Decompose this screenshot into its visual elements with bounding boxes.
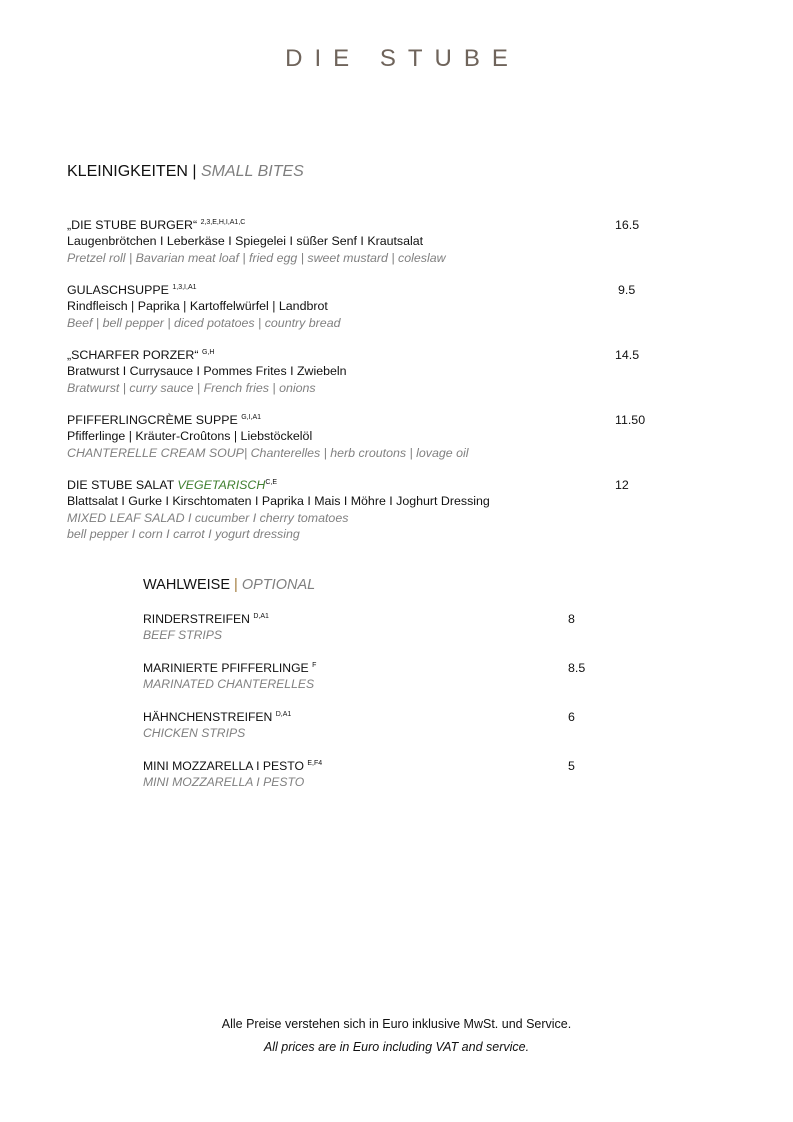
allergen-codes: C,E [265, 479, 277, 486]
optional-name: RINDERSTREIFEN [143, 612, 250, 626]
item-desc-en: CHANTERELLE CREAM SOUP| Chanterelles | herb croutons | lovage oil [67, 445, 469, 460]
item-name: „DIE STUBE BURGER“ [67, 218, 198, 232]
section-title-en: SMALL BITES [200, 163, 304, 180]
menu-item [67, 347, 707, 396]
item-desc-en: Pretzel roll | Bavarian meat loaf | fried egg | sweet mustard | coleslaw [67, 250, 446, 265]
item-name-line [67, 347, 707, 363]
item-price: 11.50 [615, 413, 646, 427]
item-price: 16.5 [615, 218, 640, 232]
allergen-codes: F [312, 662, 317, 669]
item-price: 14.5 [615, 348, 640, 362]
footer-note-de: Alle Preise verstehen sich in Euro inklusive MwSt. und Service. [221, 1017, 572, 1031]
optional-desc-en: MINI MOZZARELLA I PESTO [143, 775, 305, 790]
brand-logo: DIE STUBE [285, 45, 520, 72]
optional-name-line [143, 758, 603, 774]
allergen-codes: 2,3,E,H,I,A1,C [200, 219, 246, 226]
item-desc-de: Rindfleisch | Paprika | Kartoffelwürfel | Landbrot [67, 299, 328, 314]
optional-price: 8.5 [568, 661, 586, 675]
item-desc-en-2: bell pepper I corn I carrot I yogurt dressing [67, 526, 300, 541]
menu-item [67, 477, 707, 542]
item-name: „SCHARFER PORZER“ [67, 348, 199, 362]
menu-item [67, 217, 707, 266]
optional-title-separator: | [234, 577, 238, 593]
optional-name-line [143, 709, 603, 725]
optional-title-en: OPTIONAL [241, 577, 316, 593]
section-title-separator: | [192, 163, 197, 180]
menu-item [67, 412, 707, 461]
allergen-codes: G,I,A1 [241, 414, 262, 421]
item-desc-en: MIXED LEAF SALAD I cucumber I cherry tomatoes [67, 510, 349, 525]
item-price: 9.5 [618, 283, 636, 297]
item-desc-de: Bratwurst I Currysauce I Pommes Frites I Zwiebeln [67, 364, 347, 379]
item-name-line [67, 477, 707, 493]
allergen-codes: D,A1 [275, 711, 292, 718]
allergen-codes: 1,3,I,A1 [172, 284, 197, 291]
optional-title [143, 577, 315, 593]
item-price: 12 [615, 478, 629, 492]
optional-name: MINI MOZZARELLA I PESTO [143, 759, 304, 773]
section-title-de: KLEINIGKEITEN [67, 163, 188, 180]
item-name-line [67, 217, 707, 233]
item-desc-en: Bratwurst | curry sauce | French fries | onions [67, 380, 316, 395]
item-name-line [67, 412, 707, 428]
allergen-codes: E,F4 [307, 760, 323, 767]
menu-item [67, 282, 707, 331]
optional-item [143, 611, 603, 644]
optional-price: 5 [568, 759, 575, 773]
section-title [67, 163, 304, 181]
optional-item [143, 709, 603, 742]
optional-name-line [143, 611, 603, 627]
item-name: DIE STUBE SALAT [67, 478, 174, 492]
item-desc-de: Laugenbrötchen I Leberkäse I Spiegelei I süßer Senf I Krautsalat [67, 234, 424, 249]
optional-desc-en: MARINATED CHANTERELLES [143, 677, 315, 692]
item-name: GULASCHSUPPE [67, 283, 169, 297]
footer-note-en: All prices are in Euro including VAT and service. [263, 1040, 530, 1054]
optional-item [143, 758, 603, 791]
optional-price: 8 [568, 612, 575, 626]
item-desc-de: Pfifferlinge | Kräuter-Croûtons | Liebstöckelöl [67, 429, 313, 444]
item-name-line [67, 282, 707, 298]
optional-name: HÄHNCHENSTREIFEN [143, 710, 273, 724]
optional-desc-en: CHICKEN STRIPS [143, 726, 246, 741]
optional-name: MARINIERTE PFIFFERLINGE [143, 661, 309, 675]
optional-item [143, 660, 603, 693]
item-desc-de: Blattsalat I Gurke I Kirschtomaten I Paprika I Mais I Möhre I Joghurt Dressing [67, 494, 490, 509]
item-desc-en: Beef | bell pepper | diced potatoes | country bread [67, 315, 341, 330]
allergen-codes: G,H [201, 349, 215, 356]
vegetarian-tag: VEGETARISCH [177, 478, 266, 492]
optional-title-de: WAHLWEISE [143, 577, 231, 593]
optional-price: 6 [568, 710, 575, 724]
optional-desc-en: BEEF STRIPS [143, 628, 223, 643]
optional-name-line [143, 660, 603, 676]
item-name: PFIFFERLINGCRÈME SUPPE [67, 413, 238, 427]
allergen-codes: D,A1 [253, 613, 269, 620]
